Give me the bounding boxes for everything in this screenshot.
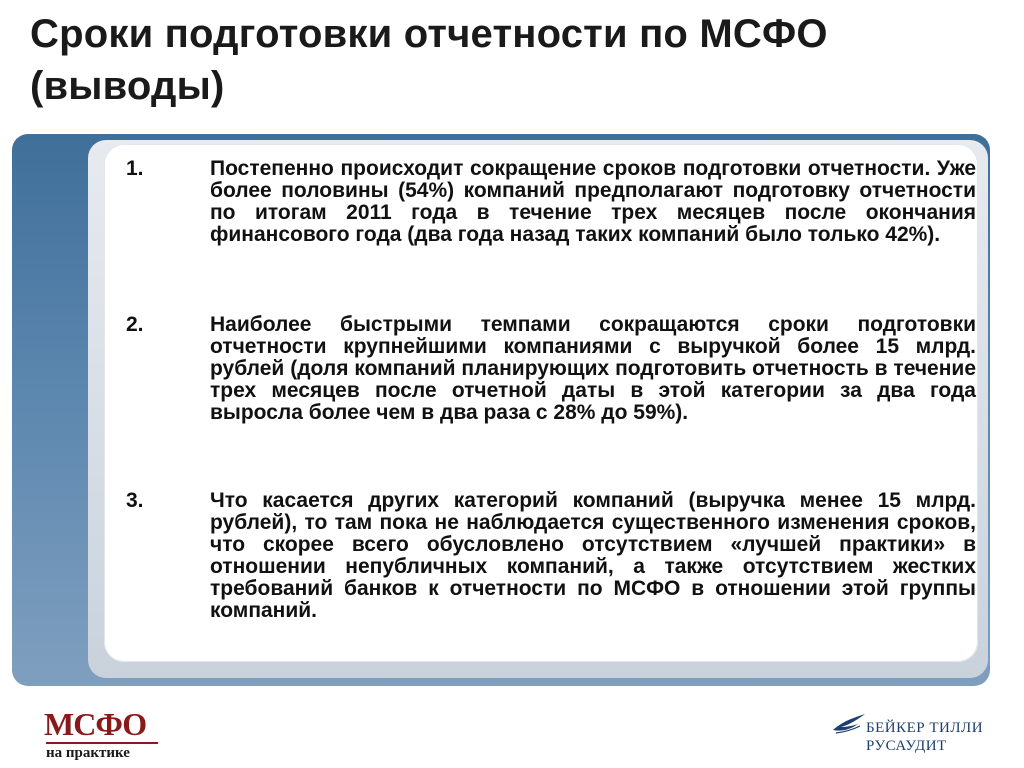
brand-line2: РУСАУДИТ	[866, 738, 947, 754]
item-number: 1.	[126, 157, 144, 180]
item-text: Что касается других категорий компаний (выручка менее 15 млрд. рублей), то там пока не наблюдается существенного изменения сроков, что скорее всего обусловлено отсутствием «лучшей практики» в отношении непубличных компаний, а также отсутствием жестких требований банков к отчетности по МСФО в отношении этой группы компаний.	[210, 489, 976, 622]
item-number: 3.	[126, 489, 144, 512]
item-text: Постепенно происходит сокращение сроков подготовки отчетности. Уже более половины (54%) компаний предполагают подготовку отчетности по итогам 2011 года в течение трех месяцев после окончания финансового года (два года назад таких компаний было только 42%).	[210, 157, 976, 246]
logo-sub-text: на практике	[46, 745, 130, 761]
content-panel	[104, 144, 978, 662]
brand-line1: БЕЙКЕР ТИЛЛИ	[866, 720, 984, 736]
slide-title: Сроки подготовки отчетности по МСФО (выводы)	[30, 12, 828, 108]
msfo-practice-logo	[44, 706, 174, 761]
findings-list	[104, 144, 978, 662]
item-number: 2.	[126, 313, 144, 336]
item-text: Наиболее быстрыми темпами сокращаются сроки подготовки отчетности крупнейшими компаниями с выручкой более 15 млрд. рублей (доля компаний планирующих подготовить отчетность в течение трех месяцев после отчетной даты в этой категории за два года выросла более чем в два раза с 28% до 59%).	[210, 313, 976, 424]
baker-tilly-logo	[832, 708, 1002, 760]
logo-main-text: МСФО	[44, 706, 147, 742]
bird-logo-icon	[832, 710, 866, 736]
